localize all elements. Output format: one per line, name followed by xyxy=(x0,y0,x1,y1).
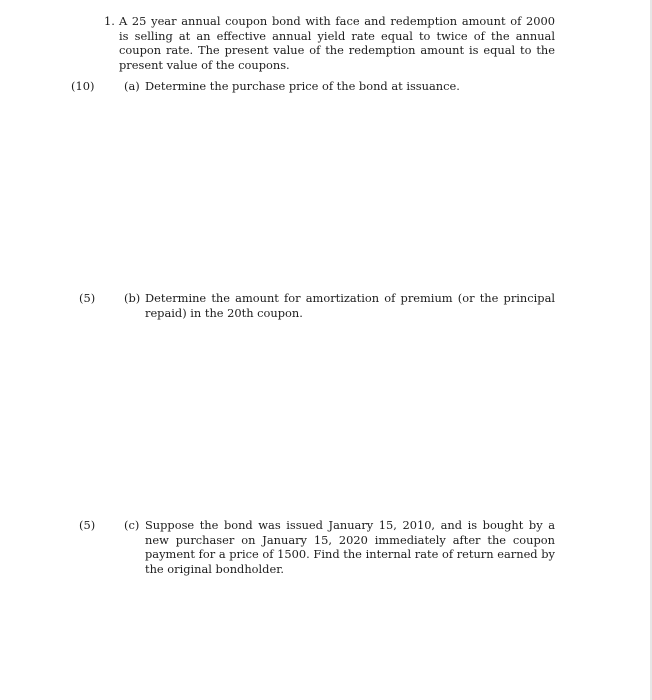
text-part-a: Determine the purchase price of the bond at issuance. xyxy=(145,79,460,93)
points-part-c: (5) xyxy=(79,518,96,532)
points-part-a: (10) xyxy=(71,79,95,93)
question-intro: A 25 year annual coupon bond with face and redemption amount of 2000 is selling at an effective annual yield rate equal to twice of the annual coupon rate. The present value of the redemption amount is equal to the present value of the coupons. xyxy=(119,14,555,72)
label-part-b: (b) xyxy=(124,291,141,305)
text-part-b: Determine the amount for amortization of premium (or the principal repaid) in the 20th coupon. xyxy=(145,291,555,320)
text-part-c: Suppose the bond was issued January 15, 2010, and is bought by a new purchaser on January 15, 2020 immediately after the coupon payment for a price of 1500. Find the internal rate of return earned by the original bondholder. xyxy=(145,518,555,576)
question-number: 1. xyxy=(104,14,115,28)
label-part-c: (c) xyxy=(124,518,140,532)
points-part-b: (5) xyxy=(79,291,96,305)
label-part-a: (a) xyxy=(124,79,140,93)
